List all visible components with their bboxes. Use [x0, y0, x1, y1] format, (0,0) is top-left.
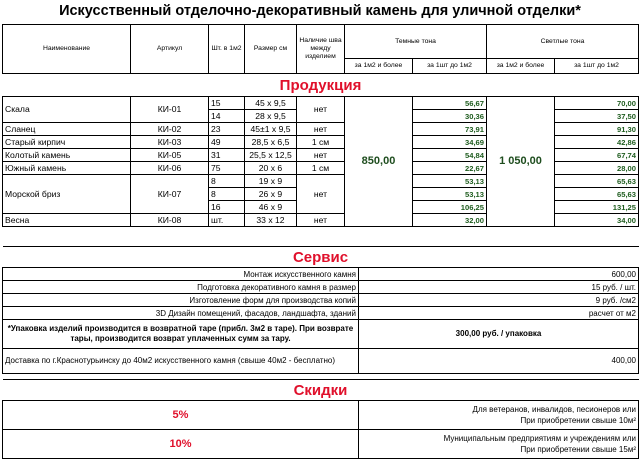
product-name: Морской бриз	[3, 175, 131, 214]
dark-price-pcs: 34,69	[413, 136, 487, 149]
header-light-tones: Светлые тона	[487, 25, 639, 59]
service-row	[3, 307, 639, 320]
product-name: Сланец	[3, 123, 131, 136]
table-header-row	[3, 25, 639, 59]
dark-price-m2: 850,00	[345, 97, 413, 227]
service-name: 3D Дизайн помещений, фасадов, ландшафта, зданий	[3, 307, 359, 320]
product-article: КИ-06	[131, 162, 209, 175]
light-price-pcs: 70,00	[555, 97, 639, 110]
product-article: КИ-03	[131, 136, 209, 149]
dark-price-pcs: 56,67	[413, 97, 487, 110]
subheader-dark-pcs: за 1шт до 1м2	[413, 59, 487, 74]
product-pcs: 31	[209, 149, 245, 162]
product-seam: нет	[297, 175, 345, 214]
product-article: КИ-02	[131, 123, 209, 136]
discount-row	[3, 401, 639, 430]
product-name: Скала	[3, 97, 131, 123]
subheader-dark-m2: за 1м2 и более	[345, 59, 413, 74]
discount-percent: 10%	[3, 430, 359, 459]
service-price: 400,00	[359, 349, 639, 374]
section-title-products: Продукция	[3, 74, 639, 97]
section-row	[3, 74, 639, 97]
table-row	[3, 97, 639, 110]
product-pcs: 23	[209, 123, 245, 136]
section-row	[3, 380, 639, 401]
discount-condition-line: Муниципальным предприятиям и учреждениям или	[443, 434, 636, 443]
discount-condition-line: При приобретении свыше 10м²	[520, 416, 636, 425]
product-name: Южный камень	[3, 162, 131, 175]
light-price-pcs: 65,63	[555, 188, 639, 201]
dark-price-pcs: 53,13	[413, 175, 487, 188]
product-seam: нет	[297, 123, 345, 136]
header-pcs: Шт. в 1м2	[209, 25, 245, 74]
product-size: 45 х 9,5	[245, 97, 297, 110]
dark-price-pcs: 22,67	[413, 162, 487, 175]
product-article: КИ-07	[131, 175, 209, 214]
light-price-pcs: 28,00	[555, 162, 639, 175]
service-price: расчет от м2	[359, 307, 639, 320]
product-size: 25,5 х 12,5	[245, 149, 297, 162]
service-price: 300,00 руб. / упаковка	[359, 320, 639, 349]
product-pcs: 8	[209, 188, 245, 201]
light-price-pcs: 91,30	[555, 123, 639, 136]
section-row	[3, 247, 639, 268]
dark-price-pcs: 73,91	[413, 123, 487, 136]
product-pcs: 16	[209, 201, 245, 214]
dark-price-pcs: 32,00	[413, 214, 487, 227]
subheader-light-pcs: за 1шт до 1м2	[555, 59, 639, 74]
product-name: Весна	[3, 214, 131, 227]
service-row	[3, 349, 639, 374]
header-size: Размер см	[245, 25, 297, 74]
product-seam: нет	[297, 149, 345, 162]
product-seam: 1 см	[297, 136, 345, 149]
light-price-pcs: 37,50	[555, 110, 639, 123]
light-price-pcs: 34,00	[555, 214, 639, 227]
service-name: Подготовка декоративного камня в размер	[3, 281, 359, 294]
service-row	[3, 320, 639, 349]
product-pcs: 8	[209, 175, 245, 188]
product-name: Колотый камень	[3, 149, 131, 162]
product-pcs: шт.	[209, 214, 245, 227]
discount-condition-line: Для ветеранов, инвалидов, песионеров или	[472, 405, 636, 414]
product-size: 19 х 9	[245, 175, 297, 188]
dark-price-pcs: 54,84	[413, 149, 487, 162]
service-table	[2, 246, 639, 459]
service-name: Монтаж искусственного камня	[3, 268, 359, 281]
dark-price-pcs: 53,13	[413, 188, 487, 201]
discount-conditions	[359, 430, 639, 459]
discount-condition-line: При приобретении свыше 15м²	[520, 445, 636, 454]
product-size: 28 х 9,5	[245, 110, 297, 123]
service-price: 15 руб. / шт.	[359, 281, 639, 294]
service-name: Доставка по г.Краснотурьинску до 40м2 искусственного камня (свыше 40м2 - бесплатно)	[3, 349, 359, 374]
product-pcs: 15	[209, 97, 245, 110]
service-price: 600,00	[359, 268, 639, 281]
dark-price-pcs: 30,36	[413, 110, 487, 123]
discount-conditions	[359, 401, 639, 430]
product-name: Старый кирпич	[3, 136, 131, 149]
product-seam: 1 см	[297, 162, 345, 175]
header-name: Наименование	[3, 25, 131, 74]
product-pcs: 14	[209, 110, 245, 123]
packaging-note: *Упаковка изделий производится в возвратной таре (прибл. 3м2 в таре). При возврате тары, производится возврат уплаченных сумм за тару.	[3, 320, 359, 349]
product-size: 28,5 х 6,5	[245, 136, 297, 149]
product-seam: нет	[297, 214, 345, 227]
product-size: 45±1 х 9,5	[245, 123, 297, 136]
header-seam: Наличие шва между изделием	[297, 25, 345, 74]
light-price-pcs: 65,63	[555, 175, 639, 188]
section-title-discounts: Скидки	[3, 380, 639, 401]
light-price-pcs: 67,74	[555, 149, 639, 162]
service-row	[3, 281, 639, 294]
light-price-m2: 1 050,00	[487, 97, 555, 227]
subheader-light-m2: за 1м2 и более	[487, 59, 555, 74]
header-dark-tones: Темные тона	[345, 25, 487, 59]
light-price-pcs: 131,25	[555, 201, 639, 214]
product-seam: нет	[297, 97, 345, 123]
page-title: Искусственный отделочно-декоративный камень для уличной отделки*	[59, 3, 581, 19]
product-size: 26 х 9	[245, 188, 297, 201]
section-title-service: Сервис	[3, 247, 639, 268]
product-article: КИ-05	[131, 149, 209, 162]
product-price-table	[2, 24, 639, 227]
product-article: КИ-08	[131, 214, 209, 227]
discount-row	[3, 430, 639, 459]
light-price-pcs: 42,86	[555, 136, 639, 149]
service-row	[3, 268, 639, 281]
service-price: 9 руб. /см2	[359, 294, 639, 307]
product-size: 33 х 12	[245, 214, 297, 227]
product-article: КИ-01	[131, 97, 209, 123]
discount-percent: 5%	[3, 401, 359, 430]
product-size: 46 х 9	[245, 201, 297, 214]
product-size: 20 х 6	[245, 162, 297, 175]
dark-price-pcs: 106,25	[413, 201, 487, 214]
product-pcs: 49	[209, 136, 245, 149]
product-pcs: 75	[209, 162, 245, 175]
header-article: Артикул	[131, 25, 209, 74]
service-name: Изготовление форм для производства копий	[3, 294, 359, 307]
service-row	[3, 294, 639, 307]
